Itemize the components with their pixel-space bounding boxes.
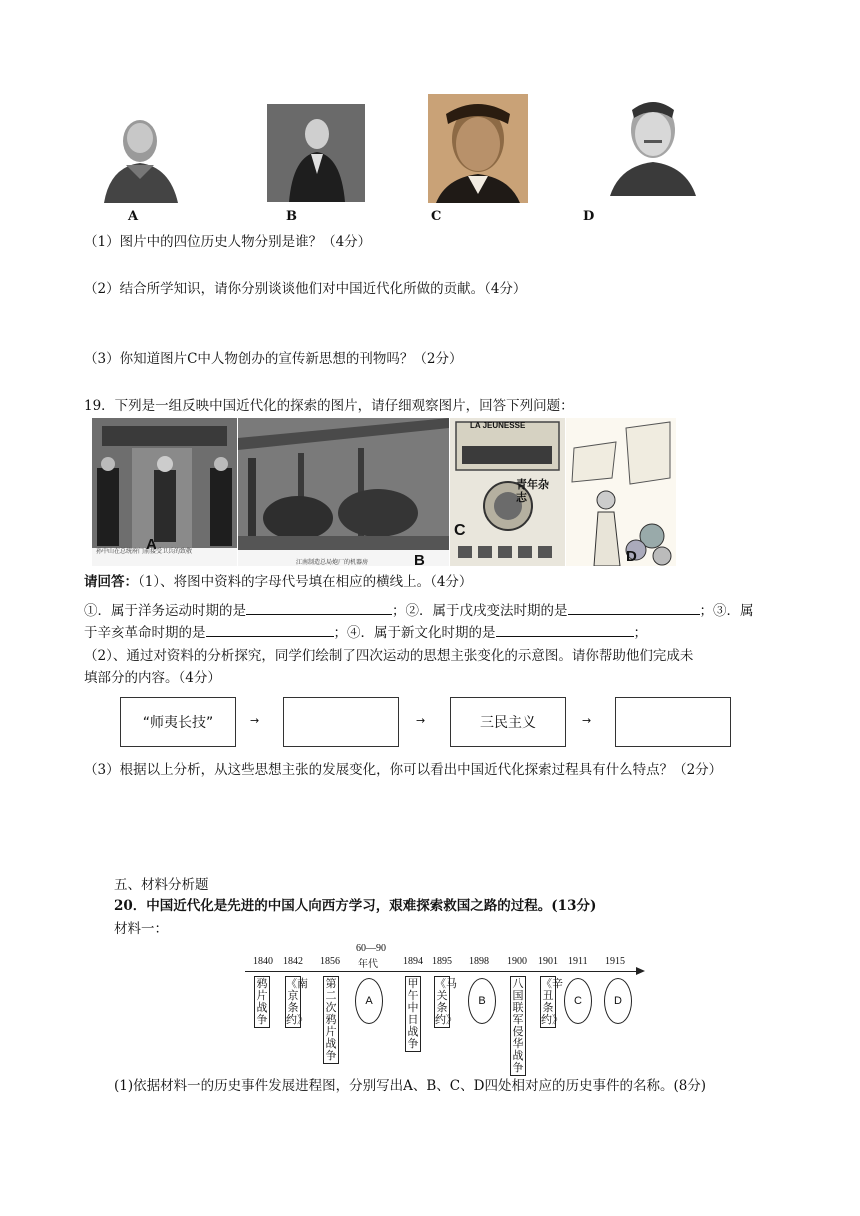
event-opium-war: 鸦片战争 [254,976,270,1028]
diagram-arrow-1: → [250,714,260,727]
diagram-box-4[interactable] [615,697,731,747]
photo-label-a: A [146,536,157,553]
line2-c: ； [633,625,647,641]
blank-westernization[interactable] [246,600,392,615]
oval-c: C [564,978,592,1024]
line2-a: 于辛亥革命时期的是 [84,625,206,641]
blank-reform[interactable] [568,600,700,615]
year-60-90: 60—90 [356,943,386,954]
blank-new-culture[interactable] [496,622,634,637]
oval-a: A [355,978,383,1024]
portrait-label-d: D [583,209,595,224]
line1-b: ；②．属于戊戌变法时期的是 [392,603,568,619]
diagram-arrow-3: → [582,714,592,727]
diagram-arrow-2: → [416,714,426,727]
portrait-d [604,88,702,196]
event-eight-nation-war: 八国联军侵华战争 [510,976,526,1076]
q18-sub1: （1）图片中的四位历史人物分别是谁？（4分） [84,234,372,250]
oval-d: D [604,978,632,1024]
year-1911: 1911 [568,956,588,967]
timeline-arrowhead [636,967,645,975]
year-1840: 1840 [253,956,273,967]
year-1900: 1900 [507,956,527,967]
q20-sub1: (1)依据材料一的历史事件发展进程图，分别写出A、B、C、D四处相对应的历史事件的名称。(8分) [114,1078,707,1094]
fill-line-2 [84,622,647,642]
portrait-label-b: B [286,209,297,224]
portrait-b [267,104,365,202]
portrait-label-c: C [431,209,442,224]
q18-sub2: （2）结合所学知识，请你分别谈谈他们对中国近代化所做的贡献。（4分） [84,281,527,297]
year-1901: 1901 [538,956,558,967]
part1-prompt: （1）、将图中资料的字母代号填在相应的横线上。（4分） [138,574,473,590]
photo-c-masthead: LA JEUNESSE [470,421,526,430]
portrait-a [96,105,184,203]
part2-line1: （2）、通过对资料的分析探究，同学们绘制了四次运动的思想主张变化的示意图。请你帮助他们完成未 [84,648,694,664]
photo-d [566,418,676,566]
event-second-opium-war: 第二次鸦片战争 [323,976,339,1064]
blank-revolution[interactable] [206,622,334,637]
timeline-axis [245,971,637,972]
material1-label: 材料一： [114,921,168,937]
year-1915: 1915 [605,956,625,967]
year-1898: 1898 [469,956,489,967]
oval-b: B [468,978,496,1024]
photo-label-b: B [414,552,425,569]
line1-a: ①．属于洋务运动时期的是 [84,603,246,619]
answer-heading: 请回答： [84,574,138,590]
section5-heading: 五、材料分析题 [114,877,209,893]
year-1842: 1842 [283,956,303,967]
part2-line2: 填部分的内容。（4分） [84,670,221,686]
line2-b: ；④．属于新文化时期的是 [333,625,496,641]
q18-sub3: （3）你知道图片C中人物创办的宣传新思想的刊物吗？（2分） [84,351,463,367]
year-1895: 1895 [432,956,452,967]
q20-title: 20．中国近代化是先进的中国人向西方学习，艰难探索救国之路的过程。(13分) [114,898,597,914]
diagram-box-1: “师夷长技” [120,697,236,747]
diagram-box-3: 三民主义 [450,697,566,747]
event-shimonoseki-treaty: 《马关条约》 [435,977,457,1026]
answer-line [84,573,472,591]
portrait-label-a: A [128,209,139,224]
caption-b: 江南制造总局炮厂的机器房 [296,559,369,566]
event-sino-japanese-war: 甲午中日战争 [405,976,421,1052]
part3: （3）根据以上分析，从这些思想主张的发展变化，你可以看出中国近代化探索过程具有什么特点？（2分） [84,762,723,778]
event-nanjing-treaty: 《南京条约》 [286,977,308,1026]
line1-c: ；③．属 [699,603,754,619]
photo-a [92,418,237,566]
q19-intro: 19．下列是一组反映中国近代化的探索的图片，请仔细观察图片，回答下列问题： [84,398,574,414]
diagram-box-2[interactable] [283,697,399,747]
photo-label-d: D [626,548,637,565]
photo-c-title: 青年杂志 [516,478,549,504]
fill-line-1 [84,600,754,620]
photo-label-c: C [454,522,466,539]
portrait-c [428,94,528,203]
year-1856: 1856 [320,956,340,967]
event-boxer-protocol: 《辛丑条约》 [541,977,563,1026]
photo-b [238,418,449,566]
caption-a: 孙中山在总统府门前接受卫兵的致敬 [96,548,193,555]
year-1894: 1894 [403,956,423,967]
era-label: 年代 [358,959,378,970]
